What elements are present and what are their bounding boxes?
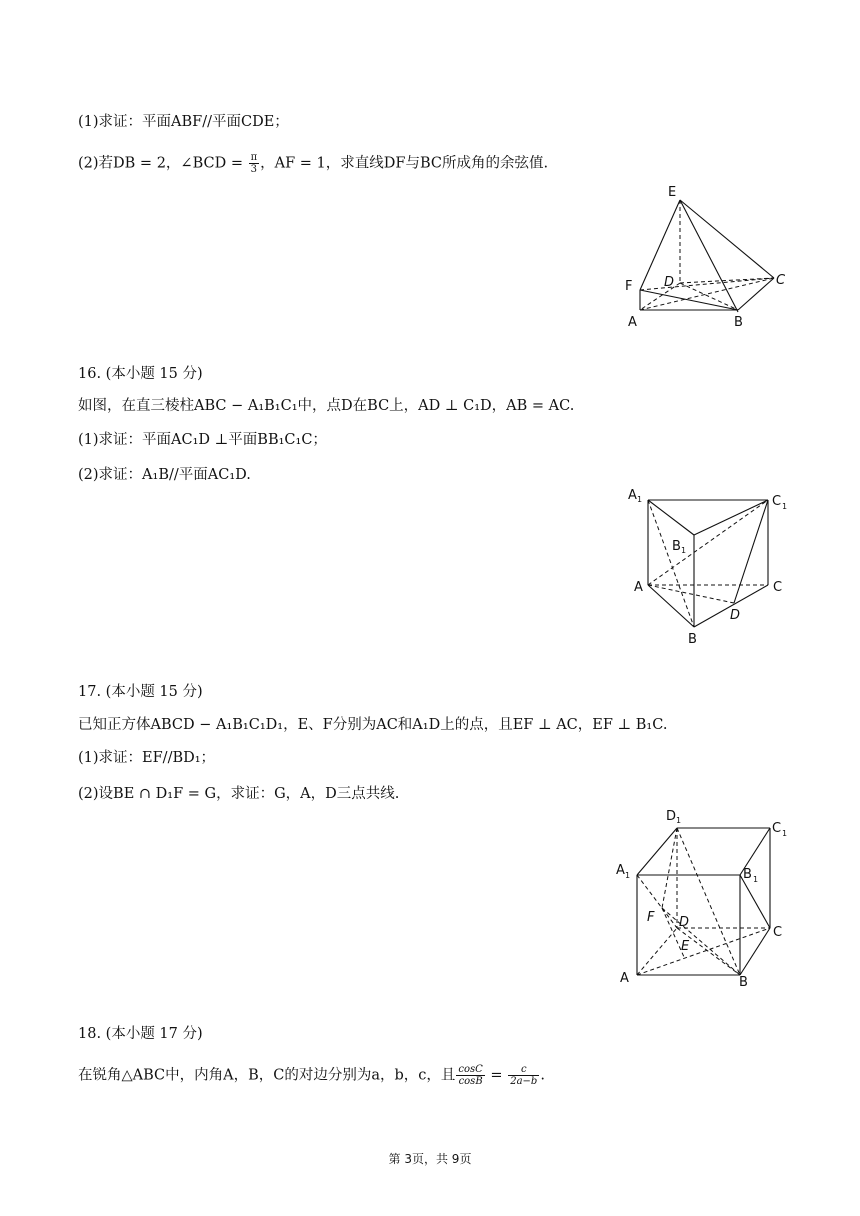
- label-D: D: [730, 608, 741, 623]
- label-C: C: [776, 273, 786, 288]
- q15-part2: [78, 152, 548, 175]
- label-E: E: [668, 185, 677, 200]
- edge-AC1: [648, 500, 768, 585]
- edge-A1D: [637, 875, 677, 928]
- q16-header: 16. (本小题 15 分): [78, 366, 203, 382]
- label-C1: C: [772, 821, 782, 836]
- frac-denominator: cosB: [458, 1076, 483, 1087]
- label-B1: B: [672, 539, 681, 554]
- label-D1-sub: 1: [676, 816, 682, 825]
- q17-stem: 已知正方体ABCD − A₁B₁C₁D₁，E、F分别为AC和A₁D上的点，且EF ⊥ AC，EF ⊥ B₁C.: [78, 717, 668, 733]
- edge-FB: [662, 908, 740, 975]
- q18-stem-suffix: .: [540, 1067, 545, 1084]
- q18-stem-prefix: 在锐角△ABC中，内角A，B，C的对边分别为a，b，c，且: [78, 1067, 456, 1084]
- edge-A1B: [648, 500, 694, 627]
- label-A: A: [634, 580, 643, 595]
- label-C1-sub: 1: [782, 829, 788, 838]
- frac-numerator: cosC: [458, 1064, 483, 1075]
- edge-EB: [680, 200, 738, 312]
- q16-part2: (2)求证：A₁B//平面AC₁D.: [78, 467, 251, 483]
- label-F: F: [625, 279, 633, 294]
- edge-A1D1: [637, 828, 677, 875]
- label-D: D: [679, 915, 690, 930]
- edge-A1B1: [648, 500, 694, 535]
- frac-denominator: 3: [250, 164, 258, 175]
- q17-part2: (2)设BE ∩ D₁F = G，求证：G，A，D三点共线.: [78, 786, 400, 802]
- label-C: C: [773, 580, 783, 595]
- label-B1-sub: 1: [753, 875, 759, 884]
- label-C: C: [773, 925, 783, 940]
- q16-figure: [622, 485, 802, 650]
- label-B1: B: [743, 867, 752, 882]
- q18-fraction-right: [508, 1064, 539, 1087]
- label-E: E: [681, 939, 690, 954]
- q16-stem: 如图，在直三棱柱ABC − A₁B₁C₁中，点D在BC上，AD ⊥ C₁D，AB = AC.: [78, 398, 575, 414]
- page-footer: 第 3页，共 9页: [388, 1152, 472, 1166]
- frac-denominator: 2a−b: [510, 1076, 538, 1087]
- q17-figure: [612, 800, 802, 995]
- label-A1: A: [616, 863, 625, 878]
- q18-fraction-left: [456, 1064, 484, 1087]
- edge-D1F: [662, 828, 677, 908]
- q18-equals: =: [485, 1067, 508, 1084]
- edge-BC: [740, 928, 770, 975]
- edge-AD: [648, 585, 734, 603]
- label-C1-sub: 1: [782, 502, 788, 511]
- label-F: F: [647, 910, 655, 925]
- frac-numerator: π: [250, 152, 258, 163]
- q18-stem: [78, 1064, 545, 1087]
- frac-numerator: c: [508, 1064, 539, 1076]
- label-B: B: [739, 975, 748, 990]
- label-A1-sub: 1: [637, 495, 643, 504]
- label-D1: D: [666, 809, 677, 824]
- q15-fraction: [249, 152, 260, 175]
- q15-part2-suffix: ，AF = 1，求直线DF与BC所成角的余弦值.: [260, 155, 549, 172]
- edge-EC: [680, 200, 774, 278]
- edge-FC: [640, 278, 774, 290]
- label-A: A: [628, 315, 637, 330]
- q15-figure: [612, 180, 802, 335]
- edge-DB: [680, 283, 738, 310]
- label-B: B: [688, 632, 697, 647]
- label-A1-sub: 1: [625, 871, 631, 880]
- q17-part1: (1)求证：EF//BD₁；: [78, 750, 216, 766]
- q17-header: 17. (本小题 15 分): [78, 684, 203, 700]
- label-B1-sub: 1: [681, 546, 687, 555]
- label-A1: A: [628, 488, 637, 503]
- edge-B1C1: [694, 500, 768, 535]
- label-C1: C: [772, 494, 782, 509]
- q16-part1: (1)求证：平面AC₁D ⊥平面BB₁C₁C；: [78, 432, 327, 448]
- label-A: A: [620, 971, 629, 986]
- edge-AB: [648, 585, 694, 627]
- q15-part1: (1)求证：平面ABF//平面CDE；: [78, 114, 289, 130]
- q18-header: 18. (本小题 17 分): [78, 1026, 203, 1042]
- label-D: D: [664, 275, 675, 290]
- q15-part2-prefix: (2)若DB = 2，∠BCD =: [78, 155, 248, 172]
- label-B: B: [734, 315, 743, 330]
